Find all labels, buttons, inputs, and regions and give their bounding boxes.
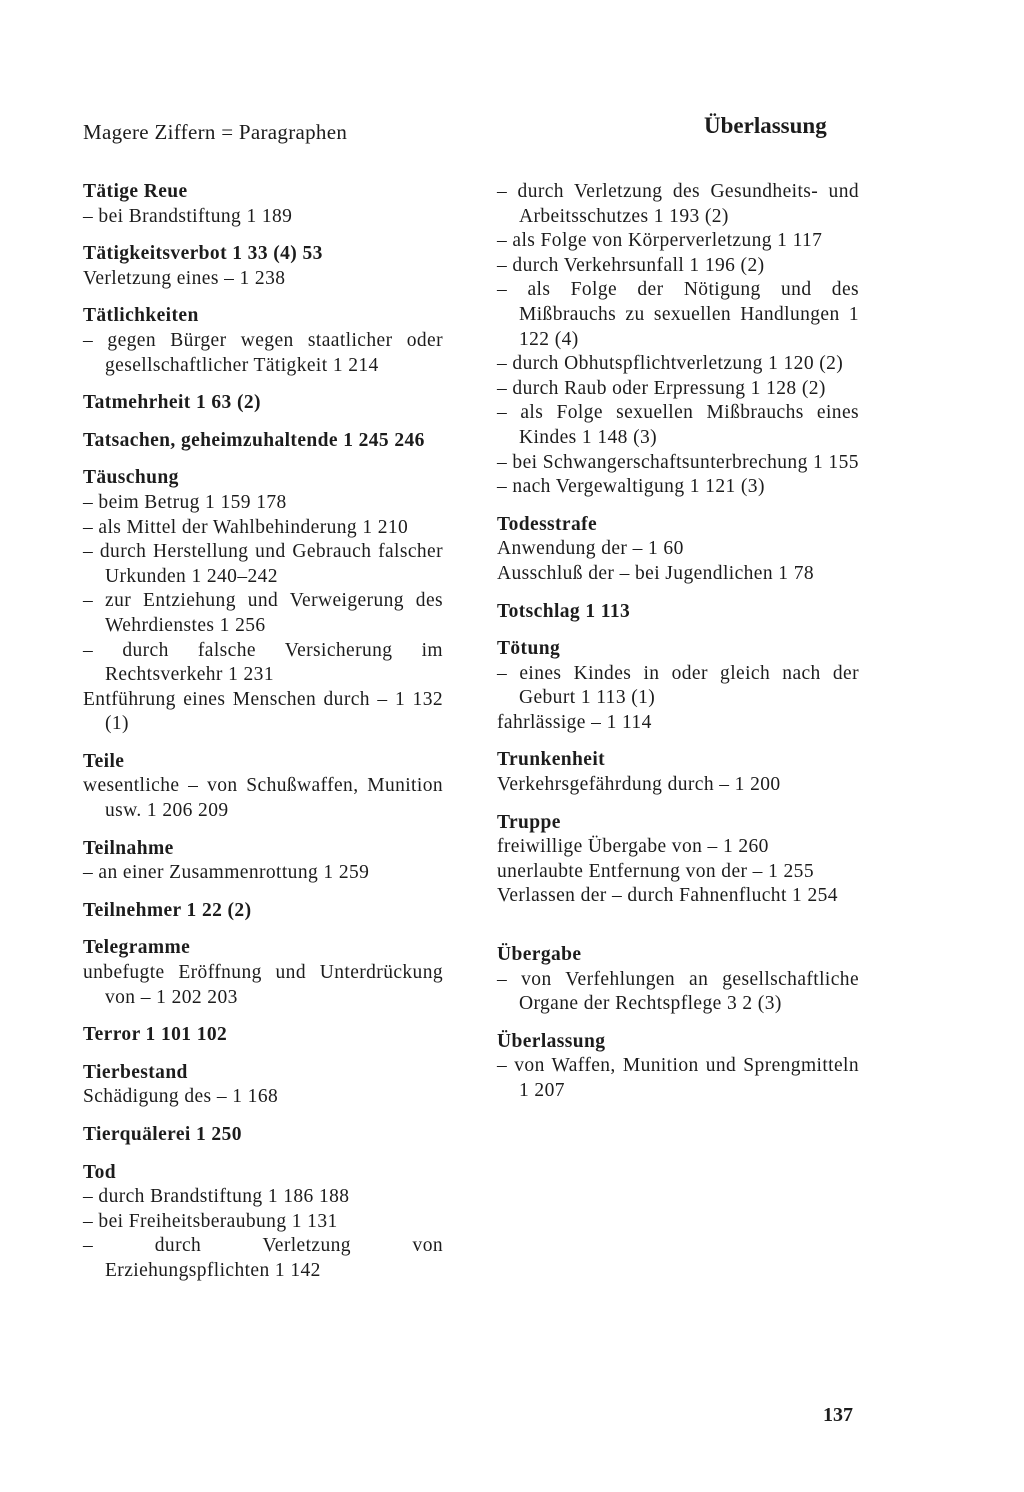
running-head: Überlassung: [704, 113, 827, 138]
index-subentry: – von Waffen, Munition und Sprengmitteln 1 207: [497, 1055, 859, 1101]
index-term: Tätigkeitsverbot 1 33 (4) 53: [83, 243, 323, 265]
index-term: Telegramme: [83, 937, 191, 959]
index-term: Teilnahme: [83, 837, 174, 859]
index-subentry: – durch falsche Versicherung im Rechtsverkehr 1 231: [83, 639, 443, 686]
index-entry: [497, 748, 859, 797]
index-entry: [83, 1023, 443, 1048]
index-entry: [83, 899, 443, 924]
index-entry: [497, 1030, 859, 1104]
index-column-left: [83, 180, 443, 1297]
index-term: Tatsachen, geheimzuhaltende 1 245 246: [83, 429, 425, 451]
index-subentry: – durch Verletzung von Erziehungspflichten 1 142: [83, 1235, 443, 1281]
index-subentry: – durch Verletzung des Gesundheits- und Arbeitsschutzes 1 193 (2): [497, 181, 859, 227]
index-subentry: – durch Raub oder Erpressung 1 128 (2): [497, 377, 826, 399]
index-entry: [83, 750, 443, 824]
index-entry: [83, 1061, 443, 1110]
index-subentry: Schädigung des – 1 168: [83, 1086, 279, 1108]
index-column-right: [497, 180, 859, 1117]
index-subentry: Verkehrsgefährdung durch – 1 200: [497, 774, 781, 796]
index-term: Überlassung: [497, 1030, 606, 1052]
index-entry: [83, 1161, 443, 1284]
index-term: Truppe: [497, 811, 561, 833]
index-term: Teilnehmer 1 22 (2): [83, 899, 252, 921]
index-subentry: – an einer Zusammenrottung 1 259: [83, 862, 370, 884]
index-entry: [497, 811, 859, 909]
index-term: Tatmehrheit 1 63 (2): [83, 392, 261, 414]
index-subentry: – durch Obhutspflichtverletzung 1 120 (2): [497, 353, 844, 375]
index-term: Todesstrafe: [497, 513, 598, 535]
index-subentry: – bei Schwangerschaftsunterbrechung 1 155: [497, 451, 859, 473]
index-entry: [497, 180, 859, 500]
index-term: Tod: [83, 1161, 117, 1183]
legend: Magere Ziffern = Paragraphen: [83, 120, 348, 144]
index-entry: [83, 1123, 443, 1148]
index-subentry: – als Folge von Körperverletzung 1 117: [497, 230, 823, 252]
index-entry: [83, 391, 443, 416]
index-term: Tötung: [497, 638, 561, 660]
index-entry: [83, 242, 443, 291]
index-subentry: – eines Kindes in oder gleich nach der Geburt 1 113 (1): [497, 662, 859, 709]
index-subentry: – durch Brandstiftung 1 186 188: [83, 1186, 350, 1208]
index-subentry: unbefugte Eröffnung und Unterdrückung von – 1 202 203: [83, 962, 443, 1008]
index-subentry: unerlaubte Entfernung von der – 1 255: [497, 860, 814, 882]
index-subentry: wesentliche – von Schußwaffen, Munition usw. 1 206 209: [83, 775, 443, 822]
index-subentry: – gegen Bürger wegen staatlicher oder gesellschaftlicher Tätigkeit 1 214: [83, 329, 443, 376]
index-subentry: Verlassen der – durch Fahnenflucht 1 254: [497, 885, 838, 907]
index-term: Täuschung: [83, 467, 179, 489]
index-term: Übergabe: [497, 944, 582, 966]
index-subentry: – nach Vergewaltigung 1 121 (3): [497, 476, 765, 498]
index-term: Terror 1 101 102: [83, 1024, 228, 1046]
index-term: Tierbestand: [83, 1061, 188, 1083]
index-subentry: Ausschluß der – bei Jugendlichen 1 78: [497, 562, 814, 584]
index-subentry: freiwillige Übergabe von – 1 260: [497, 836, 769, 858]
index-subentry: – bei Freiheitsberaubung 1 131: [83, 1210, 338, 1232]
index-term: Tätige Reue: [83, 181, 188, 202]
index-term: Totschlag 1 113: [497, 600, 631, 622]
index-entry: [83, 180, 443, 229]
index-term: Teile: [83, 750, 125, 772]
index-term: Tierquälerei 1 250: [83, 1124, 242, 1145]
index-entry: [83, 304, 443, 378]
index-subentry: Entführung eines Menschen durch – 1 132 (1): [83, 688, 443, 735]
index-subentry: – durch Verkehrsunfall 1 196 (2): [497, 254, 765, 276]
index-subentry: – als Folge sexuellen Mißbrauchs eines Kindes 1 148 (3): [497, 402, 859, 448]
index-subentry: – von Verfehlungen an gesellschaftliche Organe der Rechtspflege 3 2 (3): [497, 968, 859, 1015]
index-term: Tätlichkeiten: [83, 305, 199, 327]
index-entry: [83, 429, 443, 454]
index-subentry: – als Folge der Nötigung und des Mißbrauchs zu sexuellen Handlungen 1 122 (4): [497, 279, 859, 350]
index-subentry: – durch Herstellung und Gebrauch falscher Urkunden 1 240–242: [83, 541, 443, 587]
index-term: Trunkenheit: [497, 749, 606, 771]
index-subentry: fahrlässige – 1 114: [497, 711, 652, 733]
index-subentry: – bei Brandstiftung 1 189: [83, 205, 293, 227]
index-entry: [497, 600, 859, 625]
index-entry: [497, 637, 859, 735]
index-subentry: – als Mittel der Wahlbehinderung 1 210: [83, 516, 409, 538]
index-subentry: – beim Betrug 1 159 178: [83, 491, 287, 513]
index-entry: [83, 466, 443, 737]
index-subentry: Anwendung der – 1 60: [497, 538, 684, 560]
index-entry: [497, 943, 859, 1017]
index-subentry: – zur Entziehung und Verweigerung des Wehrdienstes 1 256: [83, 590, 443, 636]
index-entry: [83, 936, 443, 1010]
index-subentry: Verletzung eines – 1 238: [83, 267, 286, 289]
index-entry: [497, 513, 859, 587]
index-entry: [83, 837, 443, 886]
page-number: 137: [823, 1404, 853, 1426]
